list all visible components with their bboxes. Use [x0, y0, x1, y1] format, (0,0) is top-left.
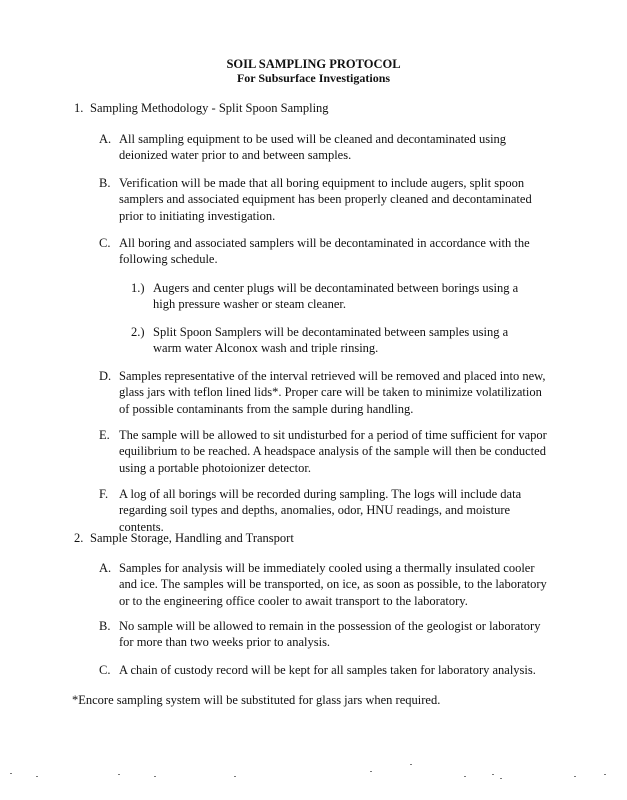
item-letter: F. — [99, 487, 109, 501]
item-text: A log of all borings will be recorded during sampling. The logs will include data regarding soil types and depths, anomalies, odor, HNU readings, and moisture contents. — [119, 487, 522, 534]
item-text: Samples for analysis will be immediately cooled using a thermally insulated cooler and ice. The samples will be transported, on ice, as soon as possible, to the laboratory or to the engineering office cooler to await transport to the laboratory. — [119, 561, 547, 608]
item-letter: C. — [99, 663, 111, 677]
item-letter: A. — [99, 561, 112, 575]
item-text: No sample will be allowed to remain in the possession of the geologist or laboratory for more than two weeks prior to analysis. — [119, 619, 541, 650]
item-text: All boring and associated samplers will be decontaminated in accordance with the following schedule. — [119, 236, 530, 267]
item-text: Samples representative of the interval retrieved will be removed and placed into new, glass jars with teflon lined lids*. Proper care will be taken to minimize volatilization of possible contaminants from the sample during handling. — [119, 369, 546, 416]
sub-item-text: Augers and center plugs will be decontaminated between borings using a high pressure washer or steam cleaner. — [153, 281, 519, 312]
item-letter: B. — [99, 619, 111, 633]
item-text: The sample will be allowed to sit undisturbed for a period of time sufficient for vapor equilibrium to be reached. A headspace analysis of the sample will then be conducted using a portable photoionizer detector. — [119, 428, 547, 475]
sub-item-number: 1.) — [131, 281, 145, 295]
footnote: *Encore sampling system will be substituted for glass jars when required. — [72, 693, 441, 707]
section-title: Sampling Methodology - Split Spoon Sampling — [90, 101, 329, 115]
item-text: All sampling equipment to be used will be cleaned and decontaminated using deionized water prior to and between samples. — [119, 132, 507, 163]
item-letter: E. — [99, 428, 110, 442]
section-number: 2. — [74, 531, 84, 545]
document-title: SOIL SAMPLING PROTOCOL — [226, 57, 401, 71]
item-letter: C. — [99, 236, 111, 250]
sub-item-text: Split Spoon Samplers will be decontaminated between samples using a warm water Alconox wash and triple rinsing. — [153, 325, 509, 356]
item-letter: A. — [99, 132, 112, 146]
item-letter: D. — [99, 369, 112, 383]
item-text: A chain of custody record will be kept for all samples taken for laboratory analysis. — [119, 663, 536, 677]
section-title: Sample Storage, Handling and Transport — [90, 531, 294, 545]
item-text: Verification will be made that all boring equipment to include augers, split spoon samplers and associated equipment has been properly cleaned and decontaminated prior to initiating investigation. — [119, 176, 532, 223]
sub-item-number: 2.) — [131, 325, 145, 339]
document-subtitle: For Subsurface Investigations — [236, 71, 391, 85]
section-number: 1. — [74, 101, 84, 115]
item-letter: B. — [99, 176, 111, 190]
